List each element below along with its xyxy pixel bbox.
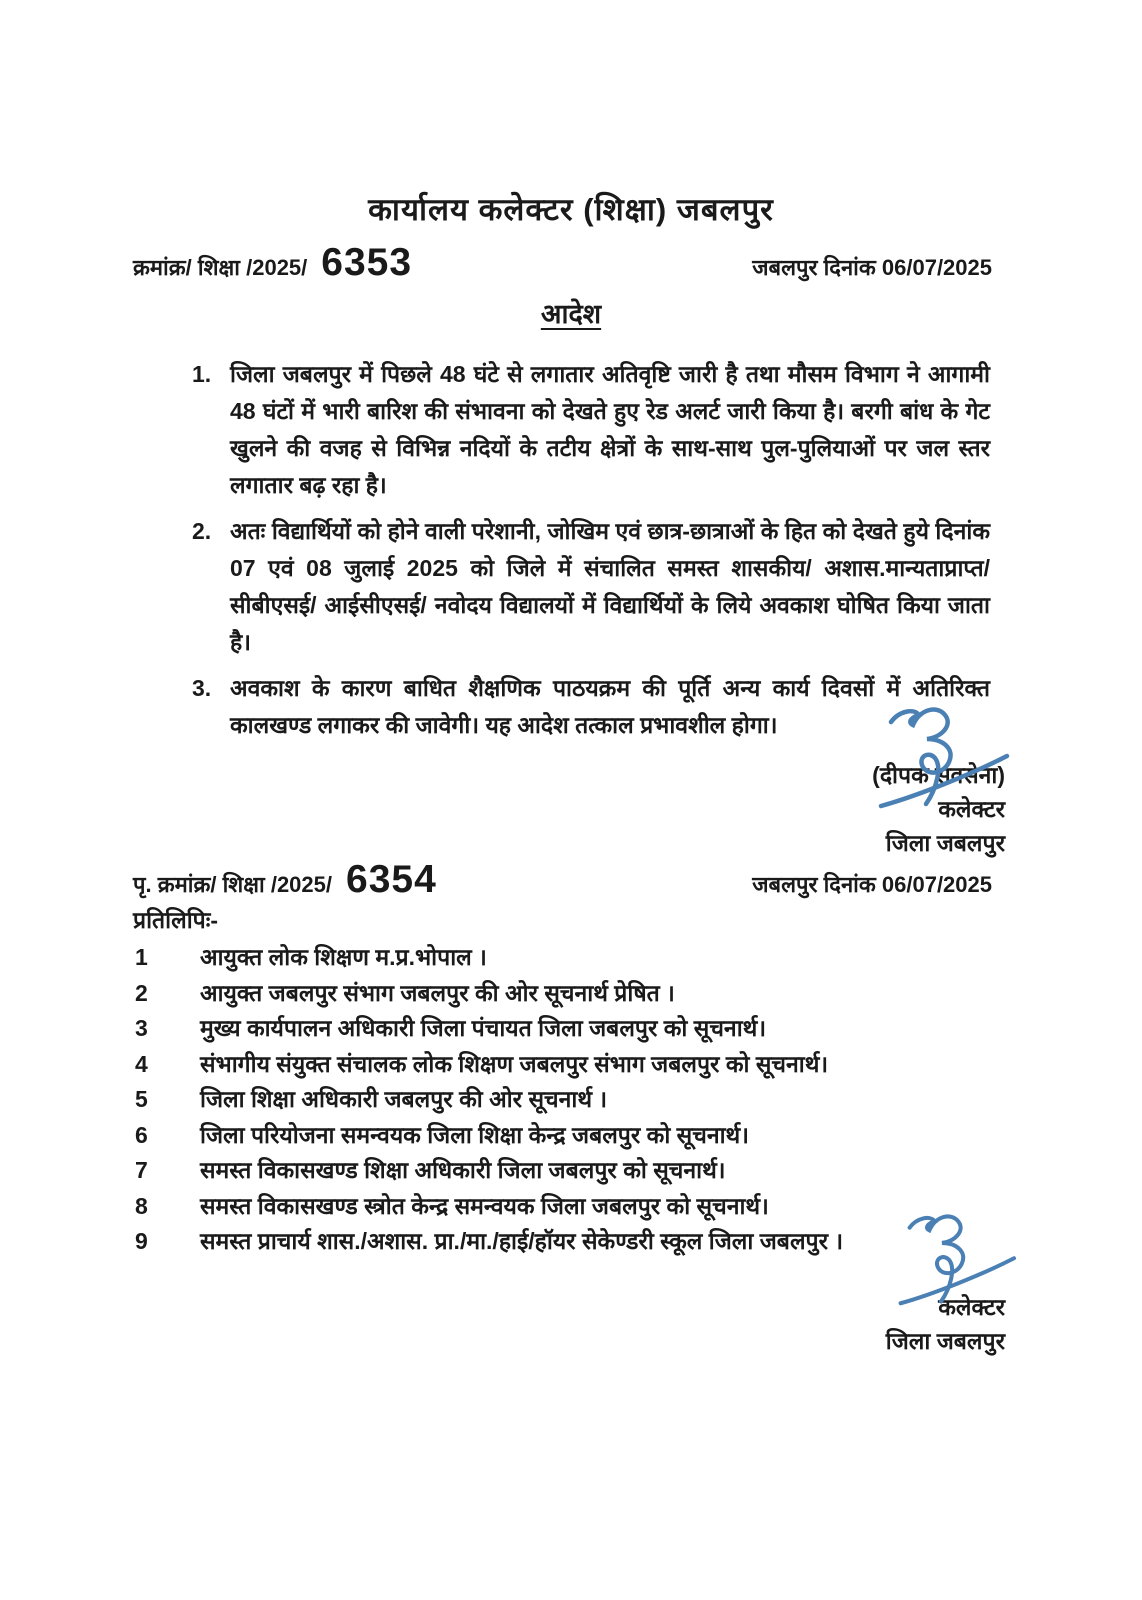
copy-number: 8 (135, 1192, 148, 1219)
signatory-district: जिला जबलपुर (885, 830, 1005, 856)
copy-number: 9 (135, 1228, 148, 1254)
reference-row-2 (133, 860, 992, 899)
paragraph-text: अतः विद्यार्थियों को होने वाली परेशानी, जोखिम एवं छात्र-छात्राओं के हित को देखते हुये दिनांक 07 एवं 08 जुलाई 2025 को जिले में संचालित समस्त शासकीय/ अशास.मान्यताप्राप्त/ सीबीएसई/ आईसीएसई/ नवोदय विद्यालयों में विद्यार्थियों के लिये अवकाश घोषित किया जाता है। (230, 518, 990, 655)
ref-serial-1: 6353 (321, 241, 413, 284)
copy-row (135, 1011, 1015, 1047)
paragraph-number: 2. (192, 518, 212, 544)
copy-number: 6 (135, 1121, 148, 1148)
copy-text: जिला शिक्षा अधिकारी जबलपुर की ओर सूचनार्थ । (200, 1086, 608, 1112)
reference-row-1 (133, 243, 992, 282)
copy-text: समस्त विकासखण्ड स्त्रोत केन्द्र समन्वयक जिला जबलपुर को सूचनार्थ। (200, 1192, 769, 1219)
reference-number-1 (133, 243, 412, 282)
copy-text: जिला परियोजना समन्वयक जिला शिक्षा केन्द्र जबलपुर को सूचनार्थ। (200, 1121, 749, 1148)
copy-row (135, 1224, 1015, 1260)
order-paragraph (192, 513, 990, 661)
office-title: कार्यालय कलेक्टर (शिक्षा) जबलपुर (368, 192, 774, 227)
signature-block-collector-bottom (886, 1290, 1005, 1358)
reference-number-2 (133, 860, 437, 899)
signatory-title: कलेक्टर (938, 796, 1005, 822)
place-date-1: जबलपुर दिनांक 06/07/2025 (752, 255, 992, 280)
copy-row (135, 940, 1015, 976)
signatory-name: (दीपक सक्सेना) (872, 762, 1005, 788)
copy-text: समस्त प्राचार्य शास./अशास. प्रा./मा./हाई/हॉयर सेकेण्डरी स्कूल जिला जबलपुर । (200, 1228, 844, 1254)
paragraph-text: जिला जबलपुर में पिछले 48 घंटे से लगातार अतिवृष्टि जारी है तथा मौसम विभाग ने आगामी 48 घंटों में भारी बारिश की संभावना को देखते हुए रेड अलर्ट जारी किया है। बरगी बांध के गेट खुलने की वजह से विभिन्न नदियों के तटीय क्षेत्रों के साथ-साथ पुल-पुलियाओं पर जल स्तर लगातार बढ़ रहा है। (230, 361, 990, 498)
copy-row (135, 1082, 1015, 1118)
paragraph-text: अवकाश के कारण बाधित शैक्षणिक पाठयक्रम की पूर्ति अन्य कार्य दिवसों में अतिरिक्त कालखण्ड लगाकर की जावेगी। यह आदेश तत्काल प्रभावशील होगा। (230, 675, 990, 738)
copy-text: समस्त विकासखण्ड शिक्षा अधिकारी जिला जबलपुर को सूचनार्थ। (200, 1157, 726, 1183)
copy-number: 2 (135, 979, 148, 1006)
paragraph-number: 3. (192, 675, 212, 701)
ref-serial-2: 6354 (346, 858, 437, 901)
copy-number: 3 (135, 1015, 148, 1041)
copy-text: मुख्य कार्यपालन अधिकारी जिला पंचायत जिला जबलपुर को सूचनार्थ। (200, 1015, 767, 1041)
copies-list (135, 940, 1015, 1260)
copy-number: 1 (135, 944, 148, 970)
signatory-title: कलेक्टर (938, 1294, 1005, 1320)
copy-number: 5 (135, 1086, 148, 1112)
copy-row (135, 1118, 1015, 1154)
copy-text: आयुक्त जबलपुर संभाग जबलपुर की ओर सूचनार्थ प्रेषित । (200, 979, 675, 1006)
order-paragraph (192, 356, 990, 504)
order-heading: आदेश (540, 299, 602, 329)
paragraph-number: 1. (192, 361, 212, 387)
copy-row (135, 1153, 1015, 1189)
place-date-2: जबलपुर दिनांक 06/07/2025 (752, 872, 992, 897)
signatory-district: जिला जबलपुर (885, 1328, 1005, 1354)
copy-row (135, 1047, 1015, 1083)
ref-label-1: क्रमांक्र/ शिक्षा /2025/ (133, 255, 308, 280)
copies-heading: प्रतिलिपिः- (133, 907, 219, 933)
copy-number: 4 (135, 1050, 148, 1077)
copy-text: संभागीय संयुक्त संचालक लोक शिक्षण जबलपुर संभाग जबलपुर को सूचनार्थ। (200, 1050, 829, 1077)
copy-row (135, 976, 1015, 1012)
handwritten-signature-icon (888, 1204, 1023, 1308)
copy-number: 7 (135, 1157, 148, 1183)
handwritten-signature-icon (867, 696, 1017, 811)
signature-block-collector (872, 758, 1005, 860)
copy-row (135, 1189, 1015, 1225)
copy-text: आयुक्त लोक शिक्षण म.प्र.भोपाल । (200, 944, 487, 970)
order-body (192, 356, 990, 753)
ref-label-2: पृ. क्रमांक्र/ शिक्षा /2025/ (133, 872, 332, 897)
